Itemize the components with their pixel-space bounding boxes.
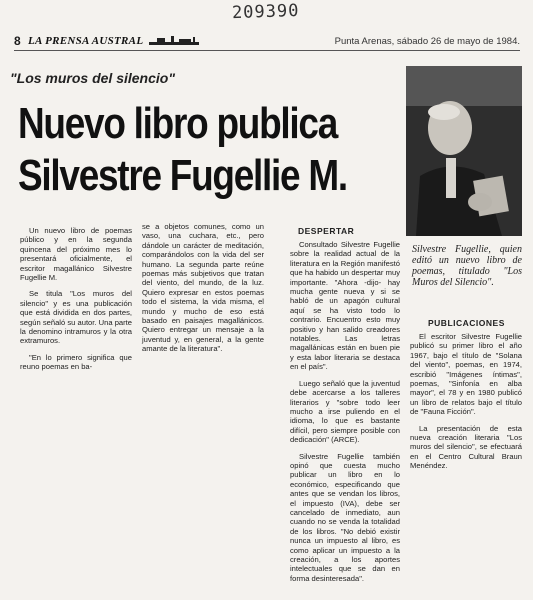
paragraph: La presentación de esta nueva creación literaria "Los muros del silencio", se efectuará en el Centro Cultural Braun Menéndez. (410, 423, 522, 471)
paragraph: Silvestre Fugellie también opinó que cuesta mucho publicar un libro en lo económico, especificando que antes que se vendan los libros, el impuesto (IVA), debe ser cancelado de inmediato, aun cuando no se venda la totalidad de los libros. "No debió existir nunca un impuesto al libro, es como aplicar un impuesto a la creación, a los aportes intelectuales que se dan en forma desinteresada". (290, 451, 400, 583)
masthead-rule (14, 50, 520, 51)
masthead (14, 33, 520, 49)
paragraph: se a objetos comunes, como un vaso, una cuchara, etc., pero dándole un carácter de meditación, comparándolos con la vida del ser humano. La segunda parte reúne poemas más subjetivos que tratan del viento, del mundo, de la luz. Quiero expresar en estos poemas todo el sistema, la vida misma, el mundo y mucho de eso está basado en paisajes magallánicos. Quiero entregar un mensaje a la juventud y, en general, a la gente amante de la literatura". (142, 222, 264, 354)
masthead-ship-logo-icon (147, 35, 203, 47)
kicker: "Los muros del silencio" (10, 70, 175, 86)
article-column-4 (410, 332, 522, 478)
paragraph: Luego señaló que la juventud debe acercarse a los talleres literarios y "sobre todo leer mucho a irse puliendo en el idioma, lo que es bastante difícil, pero siempre posible con dedicación" (ARCE). (290, 378, 400, 445)
paragraph: "En lo primero significa que reuno poemas en ba- (20, 352, 132, 372)
article-column-1 (20, 226, 132, 379)
handwritten-archive-number: 209390 (231, 0, 300, 24)
article-column-2 (142, 222, 264, 361)
article-column-3 (290, 240, 400, 590)
photo-caption: Silvestre Fugellie, quien editó un nuevo libro de poemas, titulado "Los Muros del Silencio". (412, 244, 522, 288)
subhead-despertar: DESPERTAR (298, 226, 355, 236)
headline (18, 98, 347, 202)
dateline: Punta Arenas, sábado 26 de mayo de 1984. (334, 35, 520, 47)
paragraph: Un nuevo libro de poemas público y en la segunda quincena del próximo mes lo presentará oficialmente, el escritor magallánico Silvestre Fugellie M. (20, 226, 132, 283)
headline-line-1: Nuevo libro publica (18, 99, 338, 148)
paragraph: Se titula "Los muros del silencio" y es una publicación que está dividida en dos partes, según señaló su autor. Una parte la denomino intramuros y la otra extramuros. (20, 289, 132, 346)
subhead-publicaciones: PUBLICACIONES (428, 318, 505, 328)
paragraph: Consultado Silvestre Fugellie sobre la realidad actual de la literatura en la Región manifestó que ha habido un despertar muy importante. "Ahora -dijo- hay mucha gente nueva y si se habló de un apagón cultural aquí se ha visto todo lo contrario. Encuentro esto muy positivo y han salido creadores notables. Las letras magallánicas están en buen pie y esta labor literaria se destaca en el país". (290, 240, 400, 372)
author-photo (406, 66, 522, 236)
headline-line-2: Silvestre Fugellie M. (18, 151, 347, 200)
newspaper-name: LA PRENSA AUSTRAL (28, 35, 144, 47)
paragraph: El escritor Silvestre Fugellie publicó su primer libro el año 1967, bajo el título de "Solana del viento", poemas, en 1974, escribió "Imágenes íntimas", poemas, "Sinfonía en alba mayor", el 78 y en 1980 publicó un libro de relatos bajo el título de "Fauna Ficción". (410, 332, 522, 417)
page-number: 8 (14, 34, 21, 48)
author-photo-image (406, 66, 522, 236)
